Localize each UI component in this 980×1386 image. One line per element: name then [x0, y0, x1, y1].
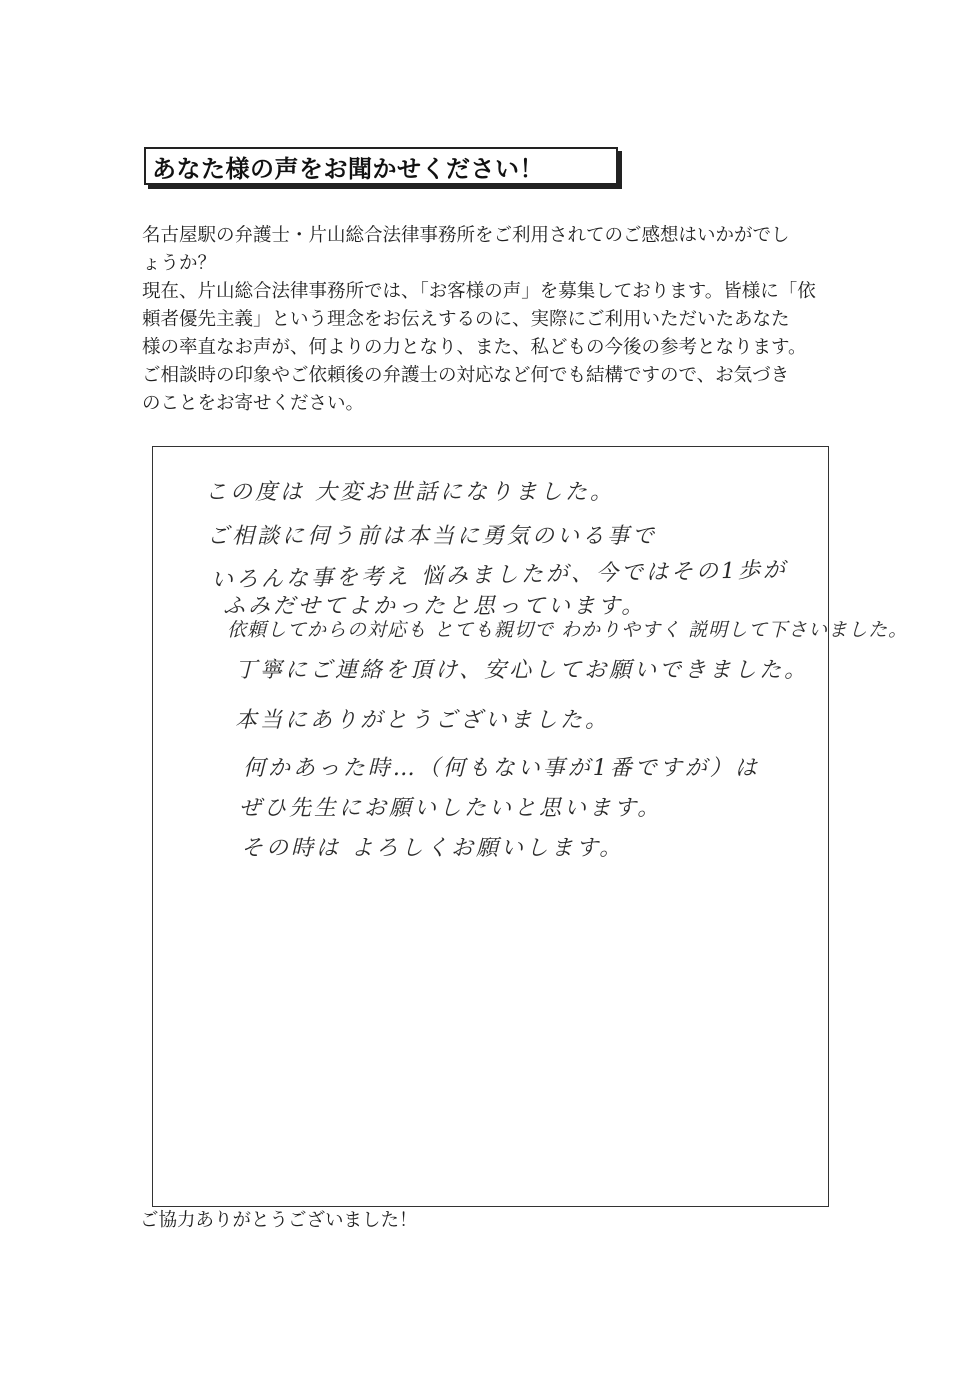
handwritten-line: その時は よろしくお願いします。 — [241, 836, 625, 861]
handwritten-line: ぜひ先生にお願いしたいと思います。 — [239, 796, 663, 821]
handwritten-line: 何かあった時…（何もない事が1番ですが）は — [243, 756, 760, 781]
handwritten-line: 丁寧にご連絡を頂け、安心してお願いできました。 — [235, 658, 810, 683]
intro-line: ご相談時の印象やご依頼後の弁護士の対応など何でも結構ですので、お気づき — [142, 365, 790, 386]
intro-line: 頼者優先主義」という理念をお伝えするのに、実際にご利用いただいたあなた — [142, 309, 790, 330]
intro-line: 様の率直なお声が、何よりの力となり、また、私どもの今後の参考となります。 — [142, 337, 807, 358]
handwritten-line: ご相談に伺う前は本当に勇気のいる事で — [207, 524, 658, 549]
title-box — [144, 147, 618, 185]
intro-line: 現在、片山総合法律事務所では、「お客様の声」を募集しております。皆様に「依 — [142, 281, 816, 302]
intro-line: のことをお寄せください。 — [142, 393, 365, 414]
handwritten-line: いろんな事を考え 悩みましたが、今ではその1歩が — [210, 557, 789, 593]
handwritten-line: この度は 大変お世話になりました。 — [205, 480, 615, 505]
intro-line: 名古屋駅の弁護士・片山総合法律事務所をご利用されてのご感想はいかがでし — [142, 225, 790, 246]
page-title: あなた様の声をお聞かせください！ — [152, 154, 544, 183]
intro-line: ょうか？ — [142, 253, 217, 274]
intro-text — [142, 222, 854, 418]
handwritten-line: 本当にありがとうございました。 — [235, 708, 611, 733]
handwritten-letter-box — [152, 446, 909, 1207]
handwritten-line: ふみだせてよかったと思っています。 — [223, 594, 647, 619]
thanks-message: ご協力ありがとうございました！ — [140, 1210, 418, 1231]
handwritten-line: 依頼してからの対応も とても親切で わかりやすく 説明して下さいました。 — [227, 619, 909, 641]
